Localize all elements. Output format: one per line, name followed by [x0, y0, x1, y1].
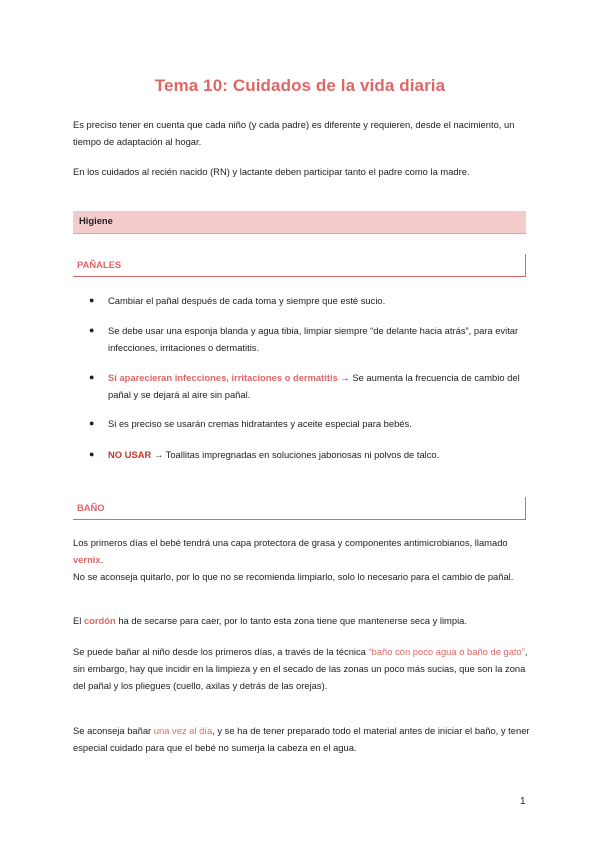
text-run: . [100, 554, 104, 565]
text-run: El [73, 615, 84, 626]
bullet-marker: ● [89, 295, 95, 305]
bullet-item [108, 369, 528, 403]
intro-paragraph-1: Es preciso tener en cuenta que cada niño (y cada padre) es diferente y requieren, desde el nacimiento, un tiempo de adaptación al hogar. [73, 119, 515, 147]
bullet-item: Si es preciso se usarán cremas hidratantes y aceite especial para bebés. [108, 418, 412, 429]
bano-paragraph-2 [73, 612, 533, 629]
bullet-text-rest: → Se aumenta la frecuencia de cambio del pañal y se dejará al aire sin pañal. [108, 372, 520, 400]
bullet-text-rest: → Toallitas impregnadas en soluciones jabonosas ni polvos de talco. [151, 449, 440, 460]
text-run: Se puede bañar al niño desde los primeros días, a través de la técnica [73, 646, 369, 657]
bullet-item: Se debe usar una esponja blanda y agua tibia, limpiar siempre “de delante hacia atrás”, para evitar infecciones, irritaciones o dermatitis. [108, 325, 519, 353]
section-header-higiene [73, 211, 526, 234]
highlight-text: vernix [73, 554, 101, 565]
text-run: ha de secarse para caer, por lo tanto esta zona tiene que mantenerse seca y limpia. [115, 615, 467, 626]
subsection-header-label: BAÑO [77, 502, 105, 513]
text-run: , sin embargo, hay que incidir en la limpieza y en el secado de las zonas un poco más sucias, que son la zona del pañal y los pliegues (cuello, axilas y detrás de las orejas). [73, 646, 528, 691]
highlight-text: NO USAR [108, 449, 152, 460]
text-run: Se aconseja bañar [73, 725, 154, 736]
highlight-text: Si aparecieran infecciones, irritaciones o dermatitis [108, 372, 338, 383]
text-run: Los primeros días el bebé tendrá una capa protectora de grasa y componentes antimicrobianos, llamado [73, 537, 508, 548]
highlight-text: una vez al día [153, 725, 213, 736]
bullet-item: Cambiar el pañal después de cada toma y siempre que esté sucio. [108, 295, 386, 306]
highlight-text: “baño con poco agua o baño de gato” [368, 646, 525, 657]
bullet-marker: ● [89, 325, 95, 335]
intro-paragraph-2: En los cuidados al recién nacido (RN) y lactante deben participar tanto el padre como la madre. [73, 166, 470, 177]
bullet-marker: ● [89, 449, 95, 459]
bullet-marker: ● [89, 372, 95, 382]
bullet-item [108, 446, 528, 463]
text-run: No se aconseja quitarlo, por lo que no se recomienda limpiarlo, solo lo necesario para el cambio de pañal. [73, 571, 514, 582]
page-title: Tema 10: Cuidados de la vida diaria [154, 76, 446, 95]
subsection-header-label: PAÑALES [77, 259, 122, 270]
bullet-marker: ● [89, 418, 95, 428]
highlight-text: cordón [83, 615, 116, 626]
bano-paragraph-3 [73, 643, 533, 694]
page-number: 1 [520, 796, 526, 807]
subsection-header-panales [73, 254, 526, 277]
subsection-header-bano [73, 497, 526, 520]
bano-paragraph-1 [73, 534, 533, 585]
bano-paragraph-4 [73, 722, 533, 756]
section-header-label: Higiene [79, 215, 113, 226]
text-run: , y se ha de tener preparado todo el material antes de iniciar el baño, y tener especial cuidado para que el bebé no sumerja la cabeza en el agua. [73, 725, 530, 753]
